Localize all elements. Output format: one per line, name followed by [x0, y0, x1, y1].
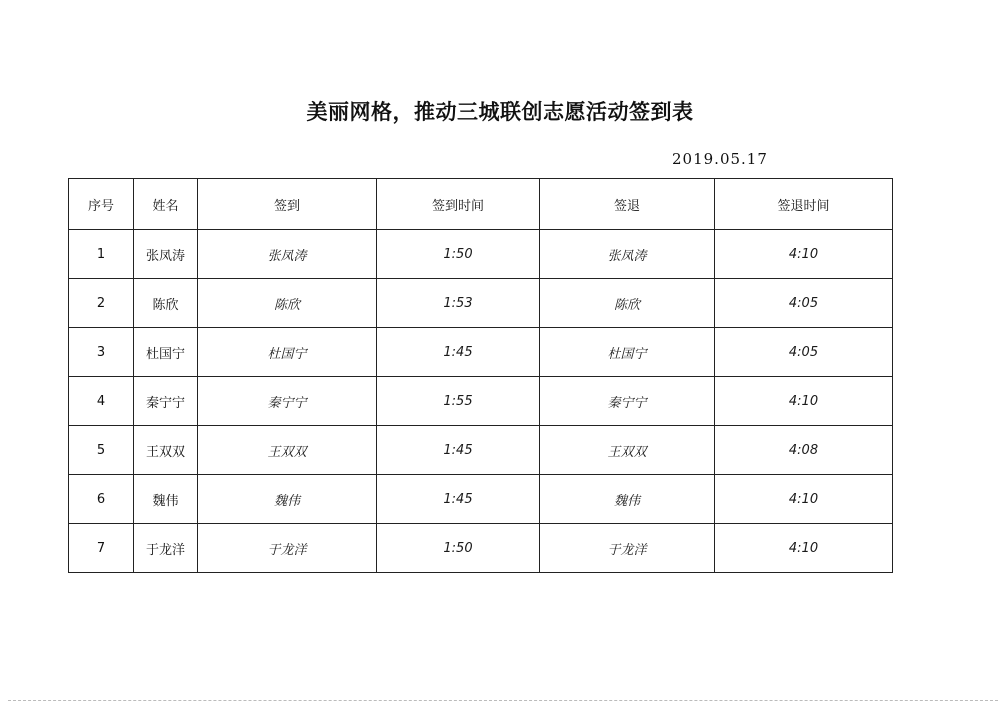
sign-in-table [68, 178, 893, 573]
row-name: 秦宁宁 [134, 377, 198, 426]
row-number: 1 [69, 230, 134, 279]
sign-out-time: 4:05 [715, 328, 893, 377]
sign-in-time: 1:45 [377, 426, 540, 475]
header-no: 序号 [69, 179, 134, 230]
row-name: 于龙洋 [134, 524, 198, 573]
sign-out-time: 4:10 [715, 475, 893, 524]
sign-out-signature: 王双双 [540, 426, 715, 475]
scan-edge-line [8, 700, 998, 701]
header-name: 姓名 [134, 179, 198, 230]
page-title: 美丽网格，推动三城联创志愿活动签到表 [306, 100, 694, 124]
row-number: 2 [69, 279, 134, 328]
table-row [69, 524, 893, 573]
table-row [69, 279, 893, 328]
sign-out-signature: 张凤涛 [540, 230, 715, 279]
sign-in-signature: 于龙洋 [198, 524, 377, 573]
row-number: 7 [69, 524, 134, 573]
sign-in-time: 1:53 [377, 279, 540, 328]
row-name: 张凤涛 [134, 230, 198, 279]
row-number: 5 [69, 426, 134, 475]
header-sign-in-time: 签到时间 [377, 179, 540, 230]
sign-out-signature: 魏伟 [540, 475, 715, 524]
sign-in-signature: 魏伟 [198, 475, 377, 524]
row-name: 王双双 [134, 426, 198, 475]
sign-in-signature: 杜国宁 [198, 328, 377, 377]
sign-in-time: 1:45 [377, 475, 540, 524]
sign-in-signature: 张凤涛 [198, 230, 377, 279]
sign-in-time: 1:45 [377, 328, 540, 377]
header-sign-out-time: 签退时间 [715, 179, 893, 230]
table-row [69, 426, 893, 475]
row-name: 魏伟 [134, 475, 198, 524]
sheet-date: 2019.05.17 [672, 150, 768, 168]
sign-in-signature: 秦宁宁 [198, 377, 377, 426]
sign-out-signature: 杜国宁 [540, 328, 715, 377]
sign-out-time: 4:10 [715, 524, 893, 573]
table-header-row [69, 179, 893, 230]
row-name: 杜国宁 [134, 328, 198, 377]
sign-in-signature: 陈欣 [198, 279, 377, 328]
table-row [69, 328, 893, 377]
table-row [69, 377, 893, 426]
sign-out-time: 4:10 [715, 377, 893, 426]
table-row [69, 230, 893, 279]
sign-in-signature: 王双双 [198, 426, 377, 475]
table-row [69, 475, 893, 524]
sign-in-time: 1:50 [377, 230, 540, 279]
sign-out-time: 4:05 [715, 279, 893, 328]
header-sign-in: 签到 [198, 179, 377, 230]
sign-out-time: 4:08 [715, 426, 893, 475]
sign-out-time: 4:10 [715, 230, 893, 279]
sign-out-signature: 陈欣 [540, 279, 715, 328]
row-number: 3 [69, 328, 134, 377]
sign-in-time: 1:55 [377, 377, 540, 426]
sign-in-time: 1:50 [377, 524, 540, 573]
header-sign-out: 签退 [540, 179, 715, 230]
row-number: 4 [69, 377, 134, 426]
row-number: 6 [69, 475, 134, 524]
sign-out-signature: 秦宁宁 [540, 377, 715, 426]
sign-out-signature: 于龙洋 [540, 524, 715, 573]
row-name: 陈欣 [134, 279, 198, 328]
